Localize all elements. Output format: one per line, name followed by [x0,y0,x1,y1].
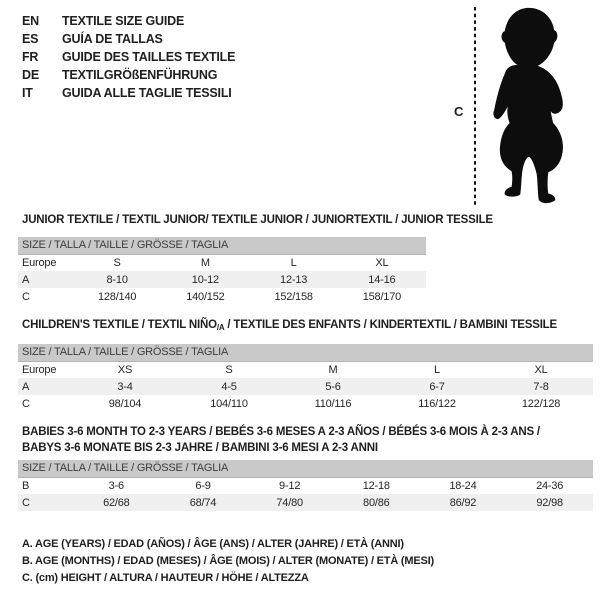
lang-row-de [22,66,235,84]
title-line-2: BABYS 3-6 MONATE BIS 2-3 JAHRE / BAMBINI 3-6 MESI A 2-3 ANNI [22,442,378,454]
lang-code: EN [22,14,39,28]
table-row-europe [18,361,593,378]
height-cell: 128/140 [97,290,137,303]
childrens-table-title [22,319,557,332]
lang-row-fr [22,48,235,66]
lang-title: GUIDE DES TAILLES TEXTILE [62,50,236,64]
babies-size-table [18,460,593,511]
size-header-row [18,460,593,477]
table-row-age-months [18,477,593,494]
height-cell: 116/122 [418,397,456,410]
title-subscript: /A [216,323,225,332]
lang-code: FR [22,50,39,64]
size-cell: L [434,363,440,376]
title-line-1: BABIES 3-6 MONTH TO 2-3 YEARS / BEBÉS 3-6 MESES A 2-3 AÑOS / BÉBÉS 3-6 MOIS À 2-3 ANS / [22,426,540,438]
age-cell: 9-12 [279,479,301,492]
lang-code: ES [22,32,39,46]
junior-table-title: JUNIOR TEXTILE / TEXTIL JUNIOR/ TEXTILE JUNIOR / JUNIORTEXTIL / JUNIOR TESSILE [22,214,493,226]
height-cell: 140/152 [186,290,225,303]
height-cell: 74/80 [246,494,333,511]
size-header-row [18,237,426,254]
row-label: A [18,378,73,395]
table-row-height [18,288,426,305]
size-cell: M [200,256,210,269]
age-cell: 3-4 [73,378,177,395]
baby-silhouette-icon [479,6,577,209]
note-c: C. (cm) HEIGHT / ALTURA / HAUTEUR / HÖHE / ALTEZZA [22,572,309,584]
table-row-europe [18,254,426,271]
title-text: CHILDREN'S TEXTILE / TEXTIL NIÑO [22,319,217,331]
row-label: C [22,290,30,303]
lang-title: TEXTILGRÖßENFÜHRUNG [62,68,218,82]
lang-code: IT [22,86,33,100]
lang-title: TEXTILE SIZE GUIDE [62,14,185,28]
age-cell: 8-10 [73,271,161,288]
row-label: B [22,479,30,492]
height-cell: 98/104 [108,397,142,410]
size-cell: L [290,256,297,269]
row-label: C [22,397,30,410]
age-cell: 10-12 [161,271,249,288]
height-cell: 92/98 [506,494,593,511]
age-cell: 3-6 [108,479,124,492]
size-cell: S [225,363,233,376]
babies-table-title [22,424,540,456]
height-cell: 80/86 [333,494,420,511]
lang-row-es [22,30,235,48]
height-cell: 158/170 [362,290,402,303]
height-measure-label: C [454,104,464,119]
size-cell: XL [534,363,548,376]
lang-title: GUIDA ALLE TAGLIE TESSILI [62,86,232,100]
table-row-age [18,378,593,395]
age-cell: 18-24 [449,479,477,492]
height-cell: 62/68 [73,494,160,511]
row-label: Europe [22,256,57,269]
size-cell: S [113,256,121,269]
age-cell: 7-8 [489,378,593,395]
lang-code: DE [22,68,39,82]
row-label: A [18,271,73,288]
age-cell: 6-9 [195,479,211,492]
height-cell: 86/92 [420,494,507,511]
age-cell: 24-36 [536,479,564,492]
height-measure-line [473,7,477,207]
lang-row-it [22,84,235,102]
height-cell: 152/158 [274,290,313,303]
legend-notes [22,536,434,587]
title-text: / TEXTILE DES ENFANTS / KINDERTEXTIL / BAMBINI TESSILE [224,319,557,331]
age-cell: 5-6 [281,378,385,395]
size-header-label: SIZE / TALLA / TAILLE / GRÖSSE / TAGLIA [18,237,426,254]
age-cell: 12-18 [362,479,390,492]
height-cell: 122/128 [521,397,561,410]
language-heading-block [22,12,235,102]
row-label: C [18,494,73,511]
note-b: B. AGE (MONTHS) / EDAD (MESES) / ÂGE (MOIS) / ALTER (MONATE) / ETÀ (MESI) [22,555,434,567]
age-cell: 14-16 [338,271,426,288]
table-row-age [18,271,426,288]
height-cell: 110/116 [314,397,352,410]
size-header-label: SIZE / TALLA / TAILLE / GRÖSSE / TAGLIA [18,460,593,477]
lang-row-en [22,12,235,30]
height-cell: 68/74 [160,494,247,511]
row-label: Europe [22,363,57,376]
table-row-height [18,494,593,511]
age-cell: 4-5 [177,378,281,395]
junior-size-table [18,237,426,305]
size-header-label: SIZE / TALLA / TAILLE / GRÖSSE / TAGLIA [18,344,593,361]
age-cell: 12-13 [250,271,338,288]
size-header-row [18,344,593,361]
size-cell: XS [117,363,133,376]
childrens-size-table [18,344,593,412]
age-cell: 6-7 [385,378,489,395]
height-cell: 104/110 [210,397,248,410]
size-cell: M [328,363,338,376]
note-a: A. AGE (YEARS) / EDAD (AÑOS) / ÂGE (ANS) / ALTER (JAHRE) / ETÀ (ANNI) [22,538,404,550]
lang-title: GUÍA DE TALLAS [62,32,163,46]
table-row-height [18,395,593,412]
size-cell: XL [375,256,389,269]
